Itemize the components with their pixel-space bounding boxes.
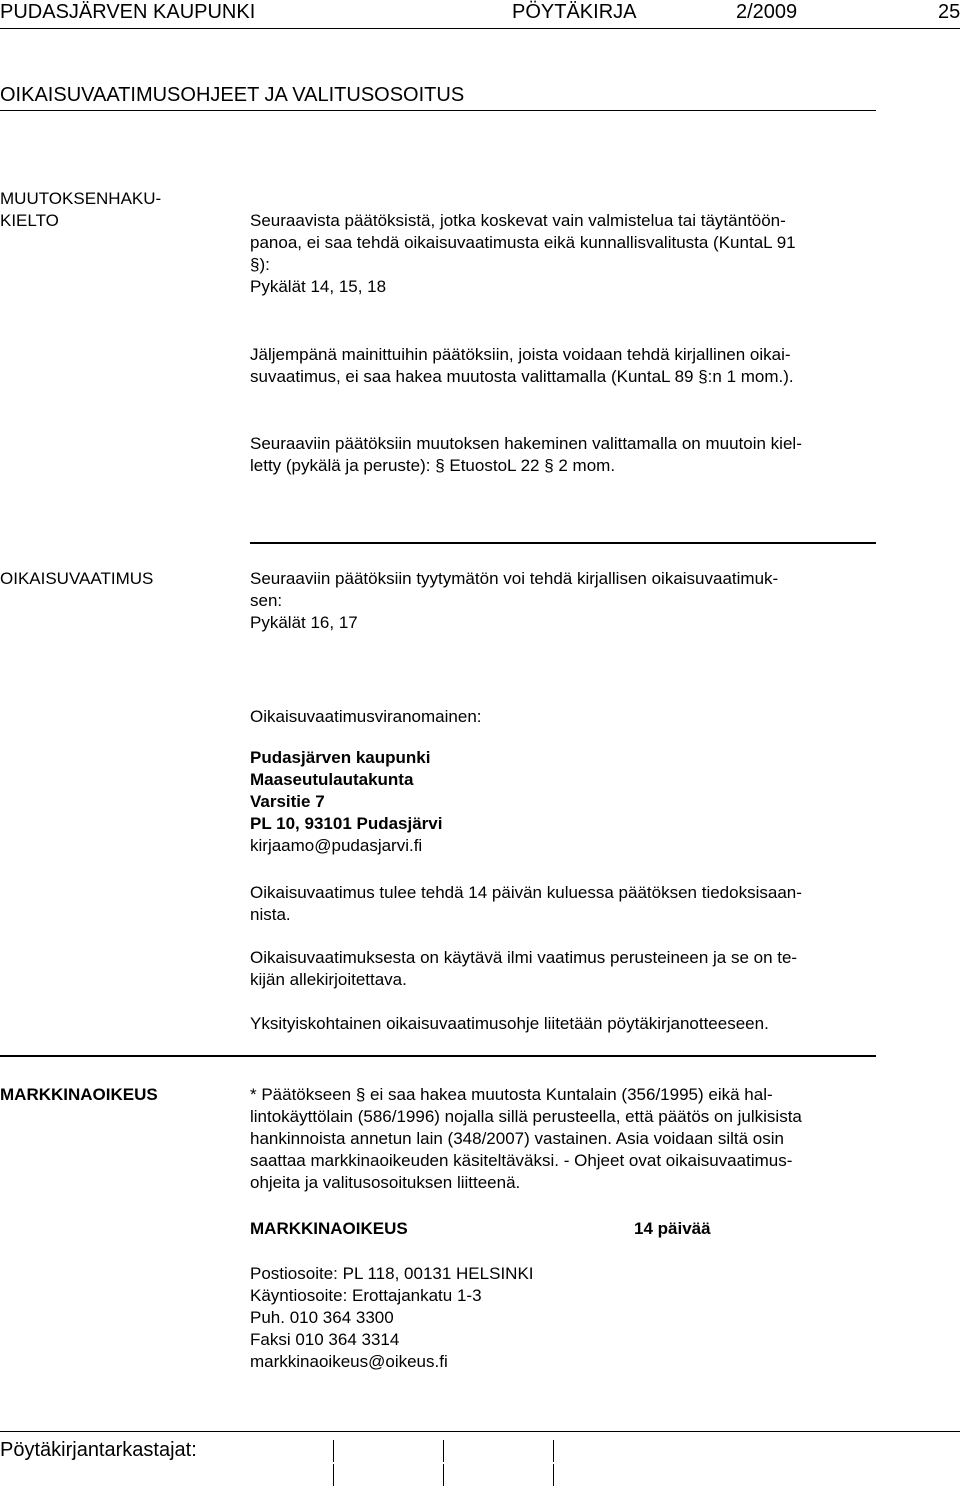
text-line: Pykälät 14, 15, 18	[250, 277, 387, 296]
section2-paragraph-3	[250, 947, 890, 991]
footer-label: Pöytäkirjantarkastajat:	[0, 1439, 197, 1461]
title-rule	[0, 110, 876, 111]
signature-line	[333, 1440, 334, 1462]
appeal-deadline: 14 päivää	[634, 1219, 711, 1238]
header-page-number: 25	[938, 1, 960, 23]
text-line: Seuraavista päätöksistä, jotka koskevat vain valmistelua tai täytäntöön-	[250, 211, 786, 230]
header-doc-type: PÖYTÄKIRJA	[512, 1, 637, 23]
court-email: markkinaoikeus@oikeus.fi	[250, 1352, 448, 1371]
header-issue: 2/2009	[736, 1, 798, 23]
authority-address	[250, 747, 890, 857]
text-line: * Päätökseen § ei saa hakea muutosta Kuntalain (356/1995) eikä hal-	[250, 1085, 773, 1104]
text-line: hankinnoista annetun lain (348/2007) vastainen. Asia voidaan siltä osin	[250, 1129, 784, 1148]
section-label-line: MUUTOKSENHAKU-	[0, 189, 162, 208]
court-name: MARKKINAOIKEUS	[250, 1219, 408, 1238]
court-fax: Faksi 010 364 3314	[250, 1330, 400, 1349]
court-phone: Puh. 010 364 3300	[250, 1308, 394, 1327]
section-divider	[250, 542, 876, 544]
text-line: Oikaisuvaatimus tulee tehdä 14 päivän kuluessa päätöksen tiedoksisaan-	[250, 883, 802, 902]
signature-line	[553, 1464, 554, 1486]
footer-rule	[0, 1431, 960, 1432]
text-line: suvaatimus, ei saa hakea muutosta valittamalla (KuntaL 89 §:n 1 mom.).	[250, 367, 794, 386]
section-label-oikaisuvaatimus: OIKAISUVAATIMUS	[0, 569, 154, 588]
authority-unit: Maaseutulautakunta	[250, 770, 414, 789]
text-line: Pykälät 16, 17	[250, 613, 358, 632]
text-line: Seuraaviin päätöksiin tyytymätön voi tehdä kirjallisen oikaisuvaatimuk-	[250, 569, 779, 588]
section2-paragraph-4: Yksityiskohtainen oikaisuvaatimusohje liitetään pöytäkirjanotteeseen.	[250, 1014, 769, 1033]
signature-line	[443, 1440, 444, 1462]
text-line: letty (pykälä ja peruste): § EtuostoL 22 § 2 mom.	[250, 456, 616, 475]
text-line: lintokäyttölain (586/1996) nojalla sillä perusteella, että päätös on julkisista	[250, 1107, 802, 1126]
section2-paragraph-2	[250, 882, 890, 926]
authority-postal: PL 10, 93101 Pudasjärvi	[250, 814, 443, 833]
section1-paragraph-2	[250, 344, 890, 388]
section-label-markkinaoikeus: MARKKINAOIKEUS	[0, 1085, 158, 1104]
text-line: §):	[250, 255, 270, 274]
section-divider	[0, 1055, 876, 1057]
text-line: panoa, ei saa tehdä oikaisuvaatimusta eikä kunnallisvalitusta (KuntaL 91	[250, 233, 796, 252]
text-line: ohjeita ja valitusosoituksen liitteenä.	[250, 1173, 521, 1192]
page-title: OIKAISUVAATIMUSOHJEET JA VALITUSOSOITUS	[0, 84, 465, 106]
authority-street: Varsitie 7	[250, 792, 325, 811]
text-line: saattaa markkinaoikeuden käsiteltäväksi. - Ohjeet ovat oikaisuvaatimus-	[250, 1151, 793, 1170]
text-line: Jäljempänä mainittuihin päätöksiin, joista voidaan tehdä kirjallinen oikai-	[250, 345, 791, 364]
section2-paragraph-1	[250, 568, 890, 634]
authority-name: Pudasjärven kaupunki	[250, 748, 431, 767]
text-line: sen:	[250, 591, 283, 610]
authority-label: Oikaisuvaatimusviranomainen:	[250, 707, 482, 726]
header-rule	[0, 28, 960, 29]
court-visiting-address: Käyntiosoite: Erottajankatu 1-3	[250, 1286, 482, 1305]
section3-paragraph-1	[250, 1084, 890, 1194]
section-label-line: KIELTO	[0, 211, 59, 230]
signature-line	[443, 1464, 444, 1486]
text-line: Seuraaviin päätöksiin muutoksen hakeminen valittamalla on muutoin kiel-	[250, 434, 802, 453]
section-label-muutoksenhakukielto	[0, 188, 161, 232]
text-line: nista.	[250, 905, 291, 924]
court-postal-address: Postiosoite: PL 118, 00131 HELSINKI	[250, 1264, 534, 1283]
signature-line	[333, 1464, 334, 1486]
section1-paragraph-1	[250, 210, 890, 298]
text-line: Oikaisuvaatimuksesta on käytävä ilmi vaatimus perusteineen ja se on te-	[250, 948, 798, 967]
court-contact	[250, 1263, 890, 1373]
section1-paragraph-3	[250, 433, 890, 477]
text-line: kijän allekirjoitettava.	[250, 970, 407, 989]
signature-line	[553, 1440, 554, 1462]
authority-email: kirjaamo@pudasjarvi.fi	[250, 836, 423, 855]
header-municipality: PUDASJÄRVEN KAUPUNKI	[0, 1, 256, 23]
